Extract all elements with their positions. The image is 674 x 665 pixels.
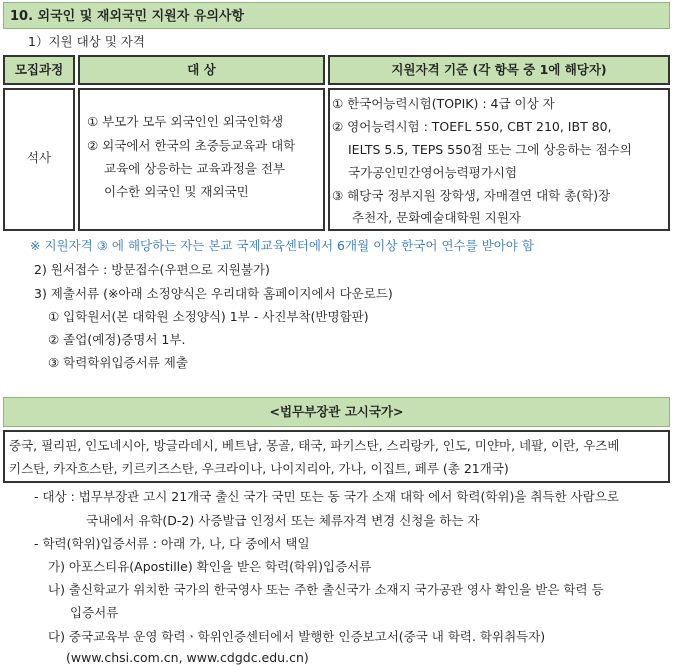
notice-title: <법무부장관 고시국가> xyxy=(3,397,670,427)
country-list-line: 키스탄, 카자흐스탄, 키르키즈스탄, 우크라이나, 나이지리아, 가나, 이집트, 페루 (총 21개국) xyxy=(9,461,509,476)
criteria-line: 추천자, 문화예술대학원 지원자 xyxy=(352,210,521,225)
proof-item-c: 다) 중국교육부 운영 학력ㆍ학위인증센터에서 발행한 인증보고서(중국 내 학력. 학위취득자) xyxy=(48,629,546,644)
proof-item-b-cont: 입증서류 xyxy=(70,605,119,620)
criteria-line: ③ 해당국 정부지원 장학생, 자매결연 대학 총(학)장 xyxy=(332,188,611,203)
proof-item-b: 나) 출신학교가 위치한 국가의 한국영사 또는 주한 출신국가 소재지 국가공관 영사 확인을 받은 학력 등 xyxy=(48,582,604,597)
cell-criteria xyxy=(328,88,670,231)
target-note-line: 국내에서 유학(D-2) 사증발급 인정서 또는 체류자격 변경 신청을 하는 자 xyxy=(86,513,480,528)
document-item: ① 입학원서(본 대학원 소정양식) 1부 - 사진부착(반명함판) xyxy=(48,309,369,324)
criteria-line: IELTS 5.5, TEPS 550점 또는 그에 상응하는 점수의 xyxy=(348,142,632,157)
header-criteria: 지원자격 기준 (각 항목 중 1에 해당자) xyxy=(328,55,670,85)
criteria-line: ② 영어능력시험 : TOEFL 550, CBT 210, IBT 80, xyxy=(332,119,612,134)
subsection-documents: 3) 제출서류 (※아래 소정양식은 우리대학 홈페이지에서 다운로드) xyxy=(34,286,393,301)
course-value: 석사 xyxy=(26,150,52,165)
target-note-line: - 대상 : 법무부장관 고시 21개국 출신 국가 국민 또는 동 국가 소재 대학 에서 학력(학위)을 취득한 사람으로 xyxy=(34,489,619,504)
document-item: ③ 학력학위입증서류 제출 xyxy=(48,355,188,370)
target-line: ① 부모가 모두 외국인인 외국인학생 xyxy=(87,114,284,129)
header-course: 모집과정 xyxy=(3,55,75,85)
criteria-line: ① 한국어능력시험(TOPIK) : 4급 이상 자 xyxy=(332,96,555,111)
subsection-eligibility: 1）지원 대상 및 자격 xyxy=(28,34,145,49)
country-list-line: 중국, 필리핀, 인도네시아, 방글라데시, 베트남, 몽골, 태국, 파키스탄, 스리랑카, 인도, 미얀마, 네팔, 이란, 우즈베 xyxy=(9,438,620,453)
document-item: ② 졸업(예정)증명서 1부. xyxy=(48,332,186,347)
criteria-line: 국가공인민간영어능력평가시험 xyxy=(348,165,518,180)
korean-training-note: ※ 지원자격 ③ 에 해당하는 자는 본교 국제교육센터에서 6개월 이상 한국어 연수를 받아야 함 xyxy=(30,238,534,253)
subsection-application: 2) 원서접수 : 방문접수(우편으로 지원불가) xyxy=(34,262,270,277)
proof-item-c-urls: (www.chsi.com.cn, www.cdgdc.edu.cn) xyxy=(66,650,309,665)
cell-course xyxy=(3,88,75,231)
country-list-box xyxy=(3,430,670,483)
header-target: 대 상 xyxy=(78,55,325,85)
section-title: 10. 외국인 및 재외국민 지원자 유의사항 xyxy=(3,2,670,29)
target-line: ② 외국에서 한국의 초중등교육과 대학 xyxy=(87,138,296,153)
proof-heading: - 학력(학위)입증서류 : 아래 가, 나, 다 중에서 택일 xyxy=(34,536,310,551)
target-line: 교육에 상응하는 교육과정을 전부 xyxy=(104,161,285,176)
cell-target xyxy=(78,88,325,231)
proof-item-a: 가) 아포스티유(Apostille) 확인을 받은 학력(학위)입증서류 xyxy=(48,559,372,574)
target-line: 이수한 외국인 및 재외국민 xyxy=(104,184,249,199)
